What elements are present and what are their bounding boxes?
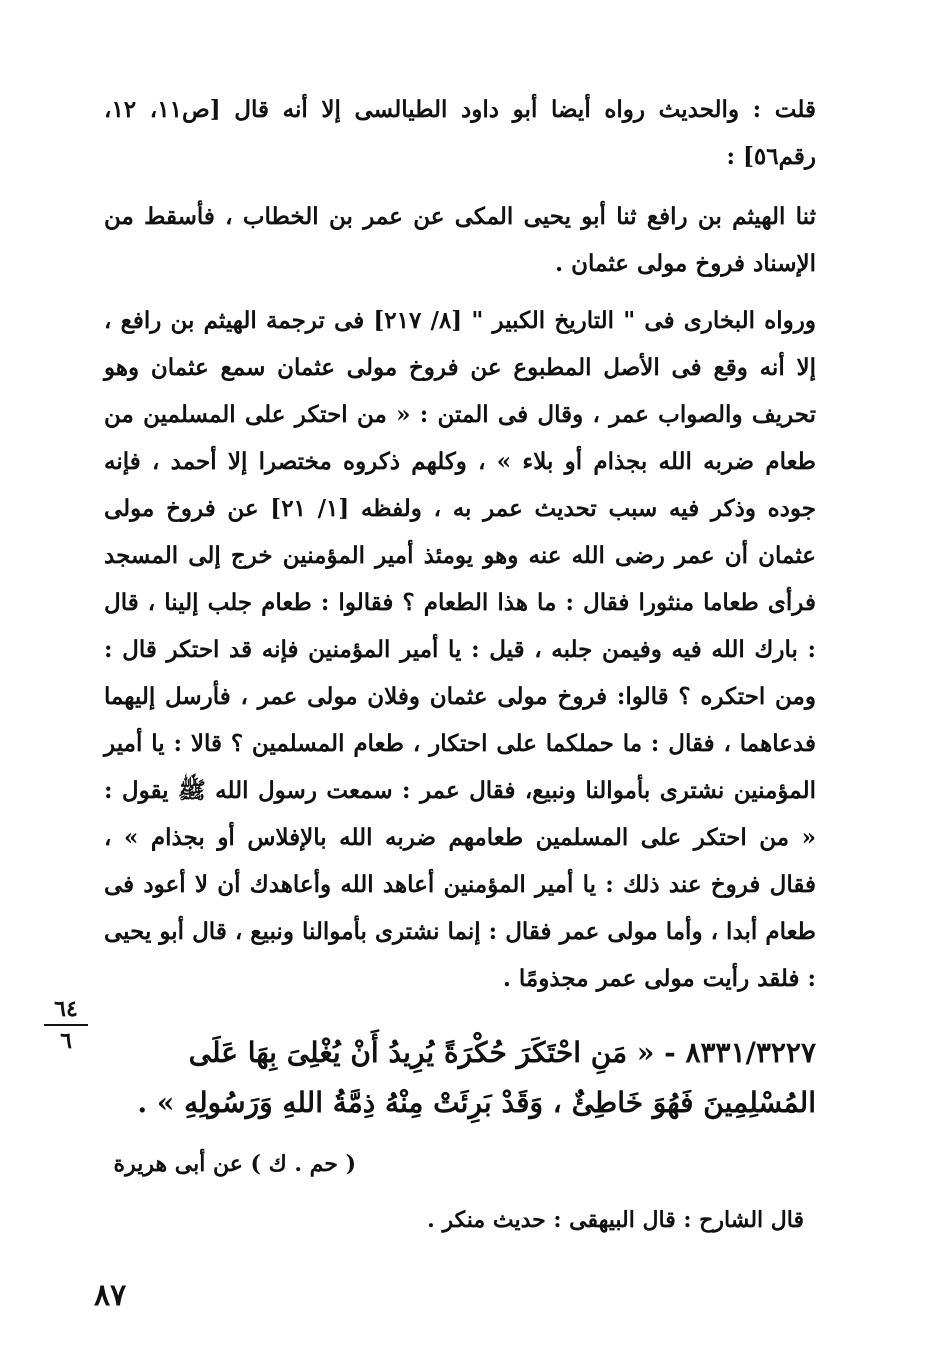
page-number: ٨٧ bbox=[94, 1278, 127, 1313]
paragraph-1: قلت : والحديث رواه أيضا أبو داود الطيالسى إلا أنه قال [ص١١، ١٢، رقم٥٦] : bbox=[104, 96, 816, 170]
margin-ref-denominator: ٦ bbox=[60, 1028, 72, 1054]
paragraph-2: ثنا الهيثم بن رافع ثنا أبو يحيى المكى عن عمر بن الخطاب ، فأسقط من الإسناد فروخ مولى عثمان . bbox=[104, 203, 816, 277]
fraction-bar bbox=[44, 1024, 88, 1026]
hadith-source: ( حم . ك ) عن أبى هريرة bbox=[113, 1151, 356, 1177]
margin-reference bbox=[44, 996, 88, 1054]
commentator-note: قال الشارح : قال البيهقى : حديث منكر . bbox=[427, 1207, 804, 1233]
hadith-text: ٨٣٣١/٣٢٢٧ - « مَنِ احْتَكَرَ حُكْرَةً يُرِيدُ أَنْ يُغْلِىَ بِهَا عَلَى المُسْلِمِينَ فَهُوَ خَاطِئٌ ، وَقَدْ بَرِئَتْ مِنْهُ ذِمَّةُ اللهِ وَرَسُولِهِ » . bbox=[137, 1036, 816, 1119]
paragraph-3: ورواه البخارى فى " التاريخ الكبير " [٨/ ٢١٧] فى ترجمة الهيثم بن رافع ، إلا أنه وقع فى الأصل المطبوع عن فروخ مولى عثمان سمع عثمان وهو تحريف والصواب عمر ، وقال فى المتن : « من احتكر على المسلمين من طعام ضربه الله بجذام أو بلاء » ، وكلهم ذكروه مختصرا إلا أحمد ، فإنه جوده وذكر فيه سبب تحديث عمر به ، ولفظه [١/ ٢١] عن فروخ مولى عثمان أن عمر رضى الله عنه وهو يومئذ أمير المؤمنين خرج إلى المسجد فرأى طعاما منثورا فقال : ما هذا الطعام ؟ فقالوا : طعام جلب إلينا ، قال : بارك الله فيه وفيمن جلبه ، قيل : يا أمير المؤمنين فإنه قد احتكر قال : ومن احتكره ؟ قالوا: فروخ مولى عثمان وفلان مولى عمر ، فأرسل إليهما فدعاهما ، فقال : ما حملكما على احتكار ، طعام المسلمين ؟ قالا : يا أمير المؤمنين نشترى بأموالنا ونبيع، فقال عمر : سمعت رسول الله ﷺ يقول : « من احتكر على المسلمين طعامهم ضربه الله بالإفلاس أو بجذام » ، فقال فروخ عند ذلك : يا أمير المؤمنين أعاهد الله وأعاهدك أن لا أعود فى طعام أبدا ، وأما مولى عمر فقال : إنما نشترى بأموالنا ونبيع ، قال أبو يحيى : فلقد رأيت مولى عمر مجذومًا . bbox=[104, 307, 816, 992]
margin-ref-numerator: ٦٤ bbox=[54, 996, 78, 1022]
